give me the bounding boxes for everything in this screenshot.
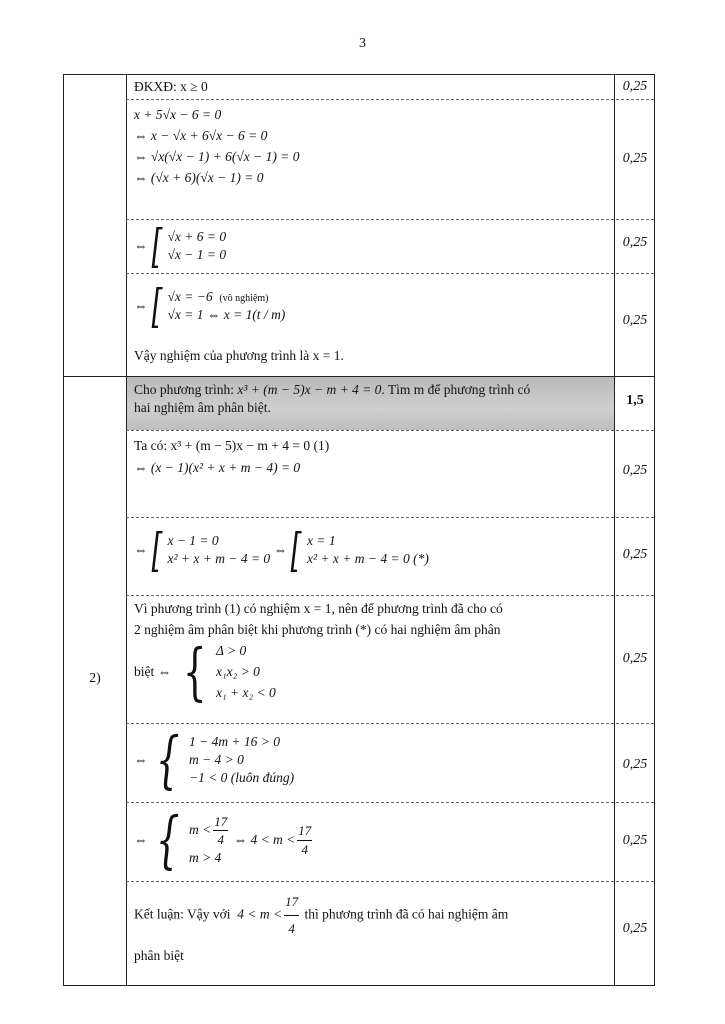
score-step3: 0,25: [622, 651, 648, 666]
step3-conditions: Vì phương trình (1) có nghiệm x = 1, nên để phương trình đã cho có 2 nghiệm âm phân biệt khi phương trình (*) có hai nghiệm âm phân biệt ⇔ { Δ > 0 x₁x₂ > 0 x₁ + x₂ < 0: [134, 601, 503, 709]
factoring-steps: [134, 105, 610, 189]
solution-line: √x = 1 ⇔ x = 1(t / m): [167, 307, 286, 322]
bracket-symbol: [: [151, 523, 162, 577]
score-cases: 0,25: [622, 235, 648, 250]
system-root-cases: ⇔ [ √x + 6 = 0 √x − 1 = 0: [134, 219, 227, 273]
row-divider: [126, 517, 654, 518]
step4-system: ⇔ { 1 − 4m + 16 > 0 m − 4 > 0 −1 < 0 (luôn đúng): [134, 723, 295, 796]
step1-factoring: Ta có: x³ + (m − 5)x − m + 4 = 0 (1) ⇔ (x − 1)(x² + x + m − 4) = 0: [134, 438, 330, 475]
step-line: ⇔ (√x + 6)(√x − 1) = 0: [134, 169, 264, 185]
bracket-symbol: [: [290, 523, 302, 577]
domain-condition: ĐKXĐ: x ≥ 0: [134, 79, 208, 94]
case-line: √x − 1 = 0: [167, 247, 227, 262]
row-divider: [126, 219, 654, 220]
step-line: ⇔ √x(√x − 1) + 6(√x − 1) = 0: [134, 148, 300, 164]
final-conclusion: Kết luận: Vậy với 4 < m < $\frac{17}{4}$ thì phương trình đã có hai nghiệm âm phân biệt: [134, 889, 610, 969]
row-divider: [126, 99, 654, 100]
score-final: 0,25: [622, 921, 648, 936]
root-solutions: ⇔ [ √x = −6 (vô nghiệm) √x = 1 ⇔ x = 1(t / m): [134, 279, 286, 333]
column-divider-left: [126, 75, 127, 985]
score-condition: 0,25: [622, 79, 648, 94]
score-step2: 0,25: [622, 547, 648, 562]
step5-interval: ⇔ { m < $\frac{17}{4}$ m > 4 ⇔ 4 < m < $\frac{17}{4}$: [134, 803, 312, 876]
brace-symbol: {: [182, 635, 207, 709]
row-divider: [126, 723, 654, 724]
score-factoring: 0,25: [622, 151, 648, 166]
step-line: ⇔ x − √x + 6√x − 6 = 0: [134, 127, 268, 143]
brace-symbol: {: [155, 723, 180, 796]
part1-conclusion: Vậy nghiệm của phương trình là x = 1.: [134, 348, 344, 363]
step-line: x + 5√x − 6 = 0: [134, 107, 222, 122]
brace-symbol: {: [155, 803, 180, 876]
score-question: 1,5: [626, 393, 644, 408]
part-label: 2): [89, 671, 101, 686]
score-solutions: 0,25: [622, 313, 648, 328]
score-step4: 0,25: [622, 757, 648, 772]
row-divider: [126, 595, 654, 596]
row-divider: [126, 881, 654, 882]
row-divider: [126, 802, 654, 803]
bracket-symbol: [: [151, 279, 162, 333]
step2-cases: ⇔ [ x − 1 = 0 x² + x + m − 4 = 0 ⇔ [ x = 1 x² + x + m − 4 = 0 (*): [134, 523, 429, 577]
solution-table: [63, 74, 655, 986]
score-step5: 0,25: [622, 833, 648, 848]
bracket-symbol: [: [151, 219, 162, 273]
row-divider: [126, 430, 654, 431]
no-solution-note: (vô nghiệm): [219, 292, 269, 304]
score-step1: 0,25: [622, 463, 648, 478]
case-line: √x + 6 = 0: [167, 228, 227, 244]
page-number: 3: [359, 36, 366, 51]
question-text: Cho phương trình: x³ + (m − 5)x − m + 4 = 0. Tìm m để phương trình có hai nghiệm âm phân biệt.: [134, 382, 531, 416]
row-divider: [126, 273, 654, 274]
section-divider: [64, 376, 654, 377]
